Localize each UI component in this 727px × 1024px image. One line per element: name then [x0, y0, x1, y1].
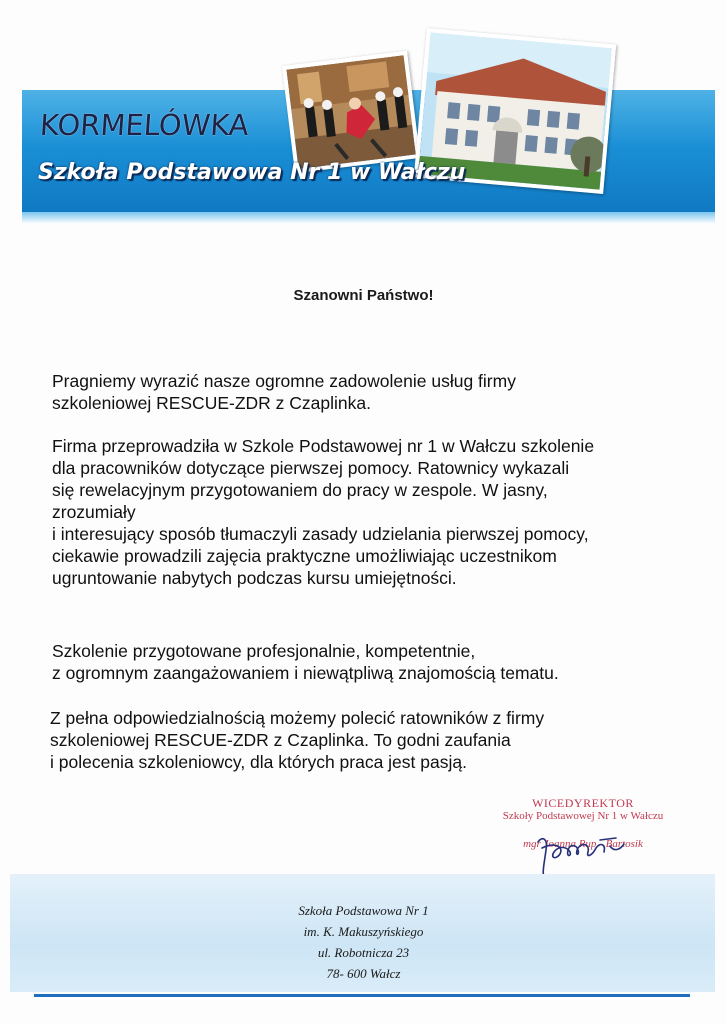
letter-paragraph: Pragniemy wyrazić nasze ogromne zadowolenie usług firmy szkoleniowej RESCUE-ZDR z Czaplinka.: [52, 371, 516, 413]
banner-subtitle: Szkoła Podstawowa Nr 1 w Wałczu: [38, 160, 466, 185]
header-banner-fade: [22, 212, 715, 224]
dancers-photo: [282, 51, 420, 174]
letter-paragraph: Firma przeprowadziła w Szkole Podstawowej nr 1 w Wałczu szkolenie dla pracowników dotyczące pierwszej pomocy. Ratownicy wykazali się rewelacyjnym przygotowaniem do pracy w zespole. W jasny, zrozumiały i interesujący sposób tłumaczyli zasady udzielania pierwszej pomocy, ciekawie prowadzili zajęcia praktyczne umożliwiając uczestnikom ugruntowanie nabytych podczas kursu umiejętności.: [52, 436, 595, 588]
stamp-role: WICEDYREKTOR: [532, 796, 634, 810]
footer-patron: im. K. Makuszyńskiego: [303, 924, 424, 939]
footer-city: 78- 600 Wałcz: [326, 966, 401, 981]
footer-address: [0, 900, 727, 984]
stamp-school: Szkoły Podstawowej Nr 1 w Wałczu: [502, 810, 664, 822]
footer-school-name: Szkoła Podstawowa Nr 1: [298, 903, 429, 918]
letter-paragraph: Szkolenie przygotowane profesjonalnie, kompetentnie, z ogromnym zaangażowaniem i niewątpliwą znajomością tematu.: [52, 641, 559, 683]
banner-title: KORMELÓWKA: [38, 108, 250, 142]
footer-divider: [34, 994, 690, 997]
stamp-name: mgr Joanna Rup - Bartosik: [523, 838, 643, 850]
footer-street: ul. Robotnicza 23: [317, 945, 410, 960]
letter-salutation: Szanowni Państwo!: [293, 287, 434, 304]
letter-paragraph: Z pełna odpowiedzialnością możemy polecić ratowników z firmy szkoleniowej RESCUE-ZDR z Czaplinka. To godni zaufania i polecenia szkoleniowcy, dla których praca jest pasją.: [50, 708, 545, 772]
